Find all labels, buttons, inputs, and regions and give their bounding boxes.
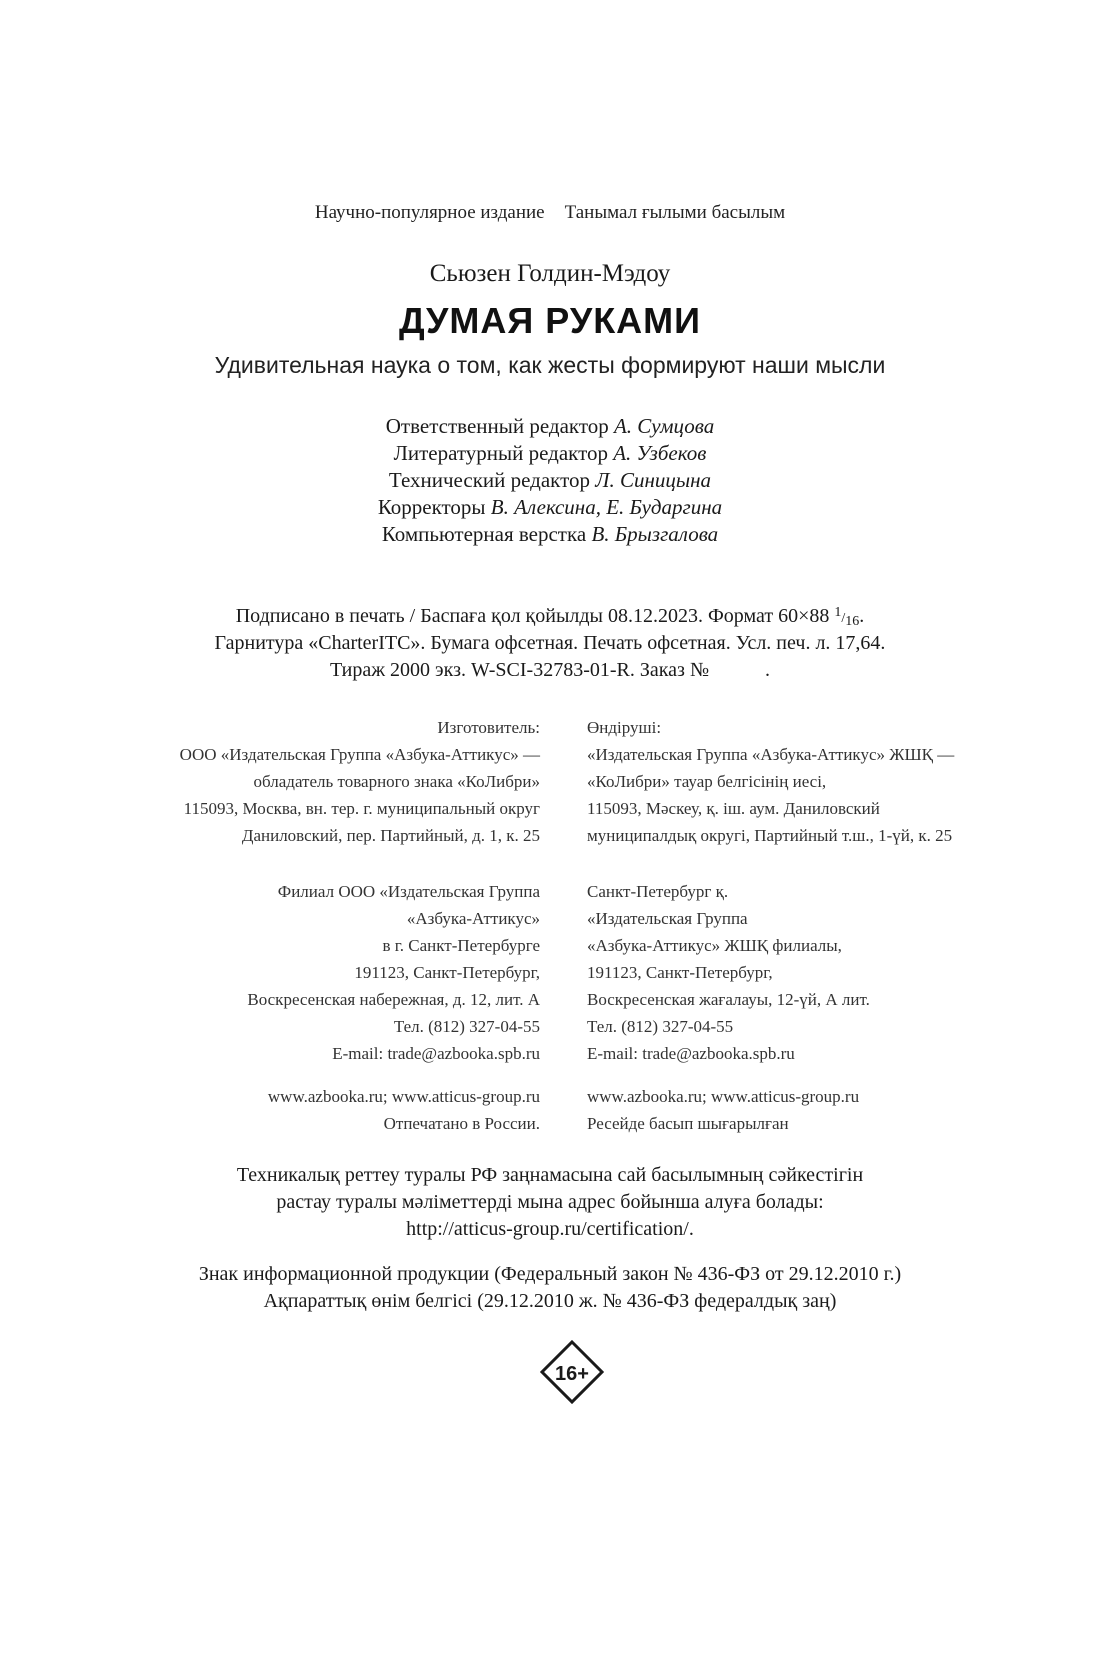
- manufacturer-kz-line: муниципалдық округі, Партийный т.ш., 1-үй, к. 25: [587, 826, 953, 845]
- credit-role: Компьютерная верстка: [381, 522, 587, 546]
- credit-line: [0, 441, 1100, 466]
- branch-kz-line: «Издательская Группа: [587, 909, 748, 928]
- certification-url: http://atticus-group.ru/certification/.: [406, 1218, 694, 1240]
- credit-line: [0, 522, 1100, 547]
- format-fraction: 1/16: [834, 605, 860, 629]
- branch-ru-line: 191123, Санкт-Петербург,: [354, 963, 540, 982]
- edition-ru: Научно-популярное издание: [314, 202, 545, 223]
- web-kz-links: www.azbooka.ru; www.atticus-group.ru: [587, 1087, 860, 1106]
- manufacturer-ru-line: Даниловский, пер. Партийный, д. 1, к. 25: [241, 826, 540, 845]
- branch-ru-line: Воскресенская набережная, д. 12, лит. А: [247, 990, 540, 1009]
- credit-role: Ответственный редактор: [385, 414, 609, 438]
- branch-kz-line: Воскресенская жағалауы, 12-үй, А лит.: [587, 990, 870, 1009]
- branch-ru-line: в г. Санкт-Петербурге: [382, 936, 540, 955]
- print-info-line-3: [0, 659, 1100, 682]
- manufacturer-kz-line: 115093, Мәскеу, қ. іш. аум. Даниловский: [587, 799, 880, 818]
- credit-line: [0, 468, 1100, 493]
- branch-kz-line: Санкт-Петербург қ.: [587, 882, 729, 901]
- credit-role: Литературный редактор: [393, 441, 614, 465]
- manufacturer-ru-label: Изготовитель:: [437, 718, 540, 737]
- info-sign-kz: Ақпараттық өнім белгісі (29.12.2010 ж. № 436-ФЗ федералдық заң): [263, 1290, 837, 1312]
- credit-role: Корректоры: [377, 495, 486, 519]
- edition-kz: Танымал ғылыми басылым: [564, 202, 786, 223]
- certification-line: растау туралы мәліметтерді мына адрес бойынша алуға болады:: [276, 1191, 824, 1213]
- branch-ru-email: E-mail: trade@azbooka.spb.ru: [332, 1044, 540, 1063]
- manufacturer-ru-line: ООО «Издательская Группа «Азбука-Аттикус» —: [179, 745, 540, 764]
- printed-in-kz: Ресейде басып шығарылған: [587, 1114, 789, 1133]
- branch-ru-phone: Тел. (812) 327-04-55: [393, 1017, 540, 1036]
- book-author: Сьюзен Голдин-Мэдоу: [429, 260, 671, 287]
- edition-type: [0, 202, 1100, 224]
- manufacturer-kz-line: «КоЛибри» тауар белгісінің иесі,: [587, 772, 827, 791]
- age-rating-label: 16+: [555, 1363, 589, 1385]
- credit-role: Технический редактор: [388, 468, 591, 492]
- manufacturer-ru-line: обладатель товарного знака «КоЛибри»: [253, 772, 540, 791]
- branch-kz-line: «Азбука-Аттикус» ЖШҚ филиалы,: [587, 936, 842, 955]
- credit-name: В. Брызгалова: [591, 522, 719, 546]
- book-title: ДУМАЯ РУКАМИ: [398, 300, 702, 341]
- branch-ru-line: «Азбука-Аттикус»: [406, 909, 540, 928]
- credit-line: [0, 414, 1100, 439]
- fraction-denominator: 16: [845, 614, 860, 629]
- print-info-end: .: [765, 659, 771, 681]
- print-info-text: Подписано в печать / Баспаға қол қойылды 08.12.2023. Формат 60×88: [235, 605, 830, 627]
- print-info-line-1: Подписано в печать / Баспаға қол қойылды 08.12.2023. Формат 60×88 1/16.: [235, 605, 865, 629]
- manufacturer-kz-line: «Издательская Группа «Азбука-Аттикус» ЖШҚ —: [587, 745, 955, 764]
- book-subtitle: Удивительная наука о том, как жесты формируют наши мысли: [214, 352, 886, 378]
- credit-line: [0, 495, 1100, 520]
- credit-name: А. Сумцова: [613, 414, 715, 438]
- manufacturer-ru-line: 115093, Москва, вн. тер. г. муниципальный округ: [183, 799, 540, 818]
- branch-kz-phone: Тел. (812) 327-04-55: [587, 1017, 734, 1036]
- credit-name: А. Узбеков: [613, 441, 707, 465]
- credit-name: Л. Синицына: [595, 468, 712, 492]
- web-ru-links: www.azbooka.ru; www.atticus-group.ru: [267, 1087, 540, 1106]
- credit-name: В. Алексина, Е. Бударгина: [490, 495, 723, 519]
- branch-kz-email: E-mail: trade@azbooka.spb.ru: [587, 1044, 795, 1063]
- manufacturer-kz-label: Өндіруші:: [587, 718, 662, 737]
- branch-ru-line: Филиал ООО «Издательская Группа: [277, 882, 540, 901]
- certification-line: Техникалық реттеу туралы РФ заңнамасына сай басылымның сәйкестігін: [236, 1164, 864, 1186]
- fraction-numerator: 1: [834, 605, 842, 620]
- age-rating-badge: [540, 1340, 604, 1404]
- info-sign-ru: Знак информационной продукции (Федеральный закон № 436-ФЗ от 29.12.2010 г.): [198, 1263, 902, 1285]
- printed-in-ru: Отпечатано в России.: [383, 1114, 540, 1133]
- branch-kz-line: 191123, Санкт-Петербург,: [587, 963, 773, 982]
- print-info-text: Тираж 2000 экз. W-SCI-32783-01-R. Заказ №: [329, 659, 710, 681]
- print-info-line-2: Гарнитура «CharterITC». Бумага офсетная. Печать офсетная. Усл. печ. л. 17,64.: [214, 632, 886, 654]
